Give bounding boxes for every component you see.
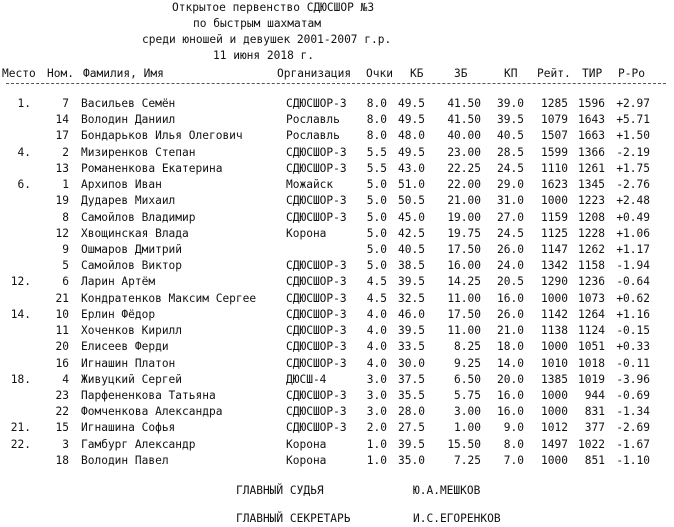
cell-points: 5.0 [366, 259, 387, 272]
cell-kb: 38.5 [398, 259, 425, 272]
cell-rro: -0.64 [616, 275, 650, 288]
cell-points: 4.5 [366, 292, 387, 305]
cell-tir: 1018 [578, 357, 605, 370]
cell-place: 1. [17, 97, 31, 110]
cell-rating: 1000 [541, 194, 568, 207]
cell-place: 14. [10, 308, 31, 321]
cell-rating: 1000 [541, 405, 568, 418]
cell-tir: 1596 [578, 97, 605, 110]
cell-kp: 27.0 [497, 211, 524, 224]
cell-zb: 8.25 [454, 340, 481, 353]
cell-kb: 43.0 [398, 162, 425, 175]
cell-points: 5.0 [366, 211, 387, 224]
cell-org: СДЮСШОР-3 [286, 357, 347, 370]
cell-org: СДЮСШОР-3 [286, 340, 347, 353]
cell-org: Можайск [286, 178, 334, 191]
col-name: Фамилия, Имя [83, 67, 164, 80]
col-zb: ЗБ [454, 67, 468, 80]
cell-points: 1.0 [366, 438, 387, 451]
cell-zb: 5.75 [454, 389, 481, 402]
cell-kb: 49.5 [398, 146, 425, 159]
cell-kp: 24.5 [497, 227, 524, 240]
cell-tir: 1663 [578, 129, 605, 142]
cell-kp: 9.0 [503, 421, 524, 434]
cell-rating: 1000 [541, 454, 568, 467]
cell-org: Корона [286, 227, 327, 240]
cell-kb: 48.0 [398, 129, 425, 142]
cell-name: Самойлов Виктор [81, 259, 183, 272]
cell-name: Мизиренков Степан [81, 146, 196, 159]
cell-rating: 1507 [541, 129, 568, 142]
cell-rating: 1290 [541, 275, 568, 288]
judge-title: ГЛАВНЫЙ СУДЬЯ [236, 484, 324, 497]
cell-name: Гамбург Александр [81, 438, 196, 451]
cell-name: Игнашин Платон [81, 357, 176, 370]
cell-org: СДЮСШОР-3 [286, 146, 347, 159]
cell-kb: 49.5 [398, 97, 425, 110]
cell-points: 2.0 [366, 421, 387, 434]
cell-kb: 39.5 [398, 324, 425, 337]
cell-num: 9 [62, 243, 69, 256]
cell-rro: -1.34 [616, 405, 650, 418]
cell-rating: 1000 [541, 292, 568, 305]
cell-name: Володин Павел [81, 454, 169, 467]
cell-org: СДЮСШОР-3 [286, 405, 347, 418]
cell-name: Архипов Иван [81, 178, 162, 191]
cell-tir: 1264 [578, 308, 605, 321]
cell-rro: +2.97 [616, 97, 650, 110]
cell-kb: 42.5 [398, 227, 425, 240]
cell-kp: 14.0 [497, 357, 524, 370]
cell-kp: 21.0 [497, 324, 524, 337]
cell-kp: 28.5 [497, 146, 524, 159]
cell-kp: 26.0 [497, 308, 524, 321]
cell-num: 1 [62, 178, 69, 191]
cell-tir: 1228 [578, 227, 605, 240]
cell-tir: 1236 [578, 275, 605, 288]
cell-num: 6 [62, 275, 69, 288]
cell-kb: 40.5 [398, 243, 425, 256]
cell-kp: 29.0 [497, 178, 524, 191]
cell-org: СДЮСШОР-3 [286, 275, 347, 288]
cell-name: Хоченков Кирилл [81, 324, 183, 337]
cell-zb: 21.00 [447, 194, 481, 207]
cell-org: СДЮСШОР-3 [286, 324, 347, 337]
cell-rating: 1159 [541, 211, 568, 224]
cell-num: 20 [55, 340, 69, 353]
cell-kp: 39.5 [497, 113, 524, 126]
cell-org: СДЮСШОР-3 [286, 292, 347, 305]
cell-org: Рославль [286, 129, 340, 142]
cell-zb: 22.00 [447, 178, 481, 191]
cell-rating: 1385 [541, 373, 568, 386]
cell-kp: 8.0 [503, 438, 524, 451]
cell-tir: 1223 [578, 194, 605, 207]
cell-num: 19 [55, 194, 69, 207]
cell-kb: 32.5 [398, 292, 425, 305]
cell-rro: +0.49 [616, 211, 650, 224]
cell-kp: 39.0 [497, 97, 524, 110]
cell-kb: 51.0 [398, 178, 425, 191]
cell-kb: 27.5 [398, 421, 425, 434]
cell-rro: +0.33 [616, 340, 650, 353]
cell-zb: 6.50 [454, 373, 481, 386]
cell-rating: 1147 [541, 243, 568, 256]
cell-place: 18. [10, 373, 31, 386]
cell-kp: 24.5 [497, 162, 524, 175]
cell-points: 3.0 [366, 389, 387, 402]
cell-points: 5.0 [366, 194, 387, 207]
cell-tir: 1208 [578, 211, 605, 224]
cell-kb: 35.5 [398, 389, 425, 402]
cell-kb: 50.5 [398, 194, 425, 207]
cell-rro: -2.19 [616, 146, 650, 159]
cell-tir: 1051 [578, 340, 605, 353]
cell-kp: 20.0 [497, 373, 524, 386]
cell-rro: -1.10 [616, 454, 650, 467]
cell-kp: 31.0 [497, 194, 524, 207]
cell-org: ДЮСШ-4 [286, 373, 327, 386]
cell-rro: +1.17 [616, 243, 650, 256]
cell-kb: 35.0 [398, 454, 425, 467]
cell-points: 4.0 [366, 324, 387, 337]
cell-zb: 1.00 [454, 421, 481, 434]
cell-rating: 1012 [541, 421, 568, 434]
cell-num: 4 [62, 373, 69, 386]
cell-points: 8.0 [366, 129, 387, 142]
cell-num: 16 [55, 357, 69, 370]
cell-rro: +5.71 [616, 113, 650, 126]
cell-kp: 16.0 [497, 389, 524, 402]
cell-kb: 39.5 [398, 275, 425, 288]
cell-rro: -3.96 [616, 373, 650, 386]
cell-points: 5.5 [366, 162, 387, 175]
cell-name: Живуцкий Сергей [81, 373, 183, 386]
secretary-title: ГЛАВНЫЙ СЕКРЕТАРЬ [236, 512, 351, 525]
header-title: Открытое первенство СДЮСШОР №3 [172, 1, 375, 14]
cell-place: 21. [10, 421, 31, 434]
cell-kp: 7.0 [503, 454, 524, 467]
cell-kb: 49.5 [398, 113, 425, 126]
cell-rro: -0.15 [616, 324, 650, 337]
cell-tir: 1073 [578, 292, 605, 305]
secretary-name: И.С.ЕГОРЕНКОВ [413, 512, 501, 525]
cell-zb: 15.50 [447, 438, 481, 451]
cell-tir: 1022 [578, 438, 605, 451]
header-date: 11 июня 2018 г. [213, 49, 315, 62]
cell-points: 5.0 [366, 243, 387, 256]
col-points: Очки [366, 67, 393, 80]
cell-zb: 7.25 [454, 454, 481, 467]
cell-kp: 24.0 [497, 259, 524, 272]
cell-org: СДЮСШОР-3 [286, 259, 347, 272]
col-tir: ТИР [582, 67, 603, 80]
cell-rating: 1142 [541, 308, 568, 321]
cell-zb: 11.00 [447, 324, 481, 337]
cell-zb: 17.50 [447, 243, 481, 256]
col-rating: Рейт. [537, 67, 571, 80]
cell-num: 18 [55, 454, 69, 467]
cell-points: 8.0 [366, 97, 387, 110]
cell-kb: 37.5 [398, 373, 425, 386]
cell-num: 15 [55, 421, 69, 434]
cell-org: СДЮСШОР-3 [286, 211, 347, 224]
cell-zb: 14.25 [447, 275, 481, 288]
cell-kp: 16.0 [497, 292, 524, 305]
cell-num: 23 [55, 389, 69, 402]
cell-num: 10 [55, 308, 69, 321]
cell-name: Кондратенков Максим Сергее [81, 292, 257, 305]
cell-tir: 1366 [578, 146, 605, 159]
cell-zb: 23.00 [447, 146, 481, 159]
cell-points: 1.0 [366, 454, 387, 467]
cell-num: 14 [55, 113, 69, 126]
cell-rro: +1.50 [616, 129, 650, 142]
cell-name: Елисеев Ферди [81, 340, 169, 353]
cell-zb: 19.75 [447, 227, 481, 240]
cell-rating: 1138 [541, 324, 568, 337]
cell-points: 5.5 [366, 146, 387, 159]
cell-rro: +2.48 [616, 194, 650, 207]
cell-name: Володин Даниил [81, 113, 176, 126]
cell-kp: 40.5 [497, 129, 524, 142]
cell-rro: -0.11 [616, 357, 650, 370]
cell-org: СДЮСШОР-3 [286, 421, 347, 434]
col-num: Ном. [47, 67, 74, 80]
cell-points: 4.0 [366, 308, 387, 321]
col-rro: Р-Ро [618, 67, 645, 80]
cell-name: Романенкова Екатерина [81, 162, 223, 175]
cell-tir: 1019 [578, 373, 605, 386]
cell-name: Ошмаров Дмитрий [81, 243, 183, 256]
cell-num: 22 [55, 405, 69, 418]
cell-rro: -1.67 [616, 438, 650, 451]
cell-rating: 1342 [541, 259, 568, 272]
cell-rro: -2.69 [616, 421, 650, 434]
cell-rro: -0.69 [616, 389, 650, 402]
judge-name: Ю.А.МЕШКОВ [413, 484, 481, 497]
cell-tir: 944 [584, 389, 605, 402]
cell-tir: 1158 [578, 259, 605, 272]
cell-tir: 1124 [578, 324, 605, 337]
cell-rro: -1.94 [616, 259, 650, 272]
header-divider [6, 83, 666, 84]
cell-rating: 1000 [541, 340, 568, 353]
cell-rro: +1.06 [616, 227, 650, 240]
header-category: среди юношей и девушек 2001-2007 г.р. [142, 33, 392, 46]
cell-name: Игнашина Софья [81, 421, 176, 434]
cell-rating: 1000 [541, 389, 568, 402]
cell-zb: 17.50 [447, 308, 481, 321]
cell-tir: 1261 [578, 162, 605, 175]
cell-num: 8 [62, 211, 69, 224]
cell-zb: 11.00 [447, 292, 481, 305]
cell-place: 6. [17, 178, 31, 191]
cell-kp: 16.0 [497, 405, 524, 418]
cell-tir: 377 [584, 421, 605, 434]
cell-name: Васильев Семён [81, 97, 176, 110]
cell-kb: 30.0 [398, 357, 425, 370]
col-org: Организация [277, 67, 352, 80]
cell-rating: 1599 [541, 146, 568, 159]
cell-num: 3 [62, 438, 69, 451]
cell-tir: 1262 [578, 243, 605, 256]
cell-points: 5.0 [366, 227, 387, 240]
cell-org: Корона [286, 454, 327, 467]
cell-zb: 19.00 [447, 211, 481, 224]
cell-points: 4.0 [366, 340, 387, 353]
cell-org: СДЮСШОР-3 [286, 194, 347, 207]
cell-rro: +0.62 [616, 292, 650, 305]
cell-points: 4.5 [366, 275, 387, 288]
cell-name: Парфененкова Татьяна [81, 389, 216, 402]
cell-kp: 20.5 [497, 275, 524, 288]
cell-rating: 1125 [541, 227, 568, 240]
cell-num: 17 [55, 129, 69, 142]
cell-points: 5.0 [366, 178, 387, 191]
cell-kb: 28.0 [398, 405, 425, 418]
cell-rating: 1110 [541, 162, 568, 175]
cell-org: СДЮСШОР-3 [286, 389, 347, 402]
cell-name: Ерлин Фёдор [81, 308, 156, 321]
header-subtitle: по быстрым шахматам [193, 17, 321, 30]
cell-org: Корона [286, 438, 327, 451]
cell-kb: 46.0 [398, 308, 425, 321]
col-place: Место [2, 67, 36, 80]
cell-num: 5 [62, 259, 69, 272]
cell-rating: 1010 [541, 357, 568, 370]
cell-num: 11 [55, 324, 69, 337]
cell-kb: 45.0 [398, 211, 425, 224]
cell-name: Дударев Михаил [81, 194, 176, 207]
cell-rro: +1.16 [616, 308, 650, 321]
cell-rating: 1079 [541, 113, 568, 126]
cell-num: 12 [55, 227, 69, 240]
cell-tir: 1345 [578, 178, 605, 191]
cell-zb: 41.50 [447, 113, 481, 126]
cell-kp: 26.0 [497, 243, 524, 256]
cell-name: Фомченкова Александра [81, 405, 223, 418]
cell-zb: 41.50 [447, 97, 481, 110]
col-kb: КБ [410, 67, 424, 80]
cell-place: 22. [10, 438, 31, 451]
cell-name: Бондарьков Илья Олегович [81, 129, 243, 142]
cell-org: СДЮСШОР-3 [286, 162, 347, 175]
cell-name: Хвощинская Влада [81, 227, 189, 240]
cell-rating: 1497 [541, 438, 568, 451]
cell-kb: 39.5 [398, 438, 425, 451]
cell-num: 2 [62, 146, 69, 159]
cell-tir: 1643 [578, 113, 605, 126]
col-kp: КП [504, 67, 518, 80]
cell-points: 4.0 [366, 357, 387, 370]
cell-org: Рославль [286, 113, 340, 126]
cell-name: Ларин Артём [81, 275, 156, 288]
cell-rating: 1623 [541, 178, 568, 191]
cell-kb: 33.5 [398, 340, 425, 353]
cell-zb: 16.00 [447, 259, 481, 272]
cell-num: 13 [55, 162, 69, 175]
cell-rro: +1.75 [616, 162, 650, 175]
cell-org: СДЮСШОР-3 [286, 97, 347, 110]
cell-place: 4. [17, 146, 31, 159]
cell-points: 3.0 [366, 405, 387, 418]
cell-zb: 3.00 [454, 405, 481, 418]
cell-zb: 40.00 [447, 129, 481, 142]
cell-rro: -2.76 [616, 178, 650, 191]
cell-place: 12. [10, 275, 31, 288]
cell-tir: 831 [584, 405, 605, 418]
cell-num: 7 [62, 97, 69, 110]
cell-org: СДЮСШОР-3 [286, 308, 347, 321]
cell-points: 8.0 [366, 113, 387, 126]
cell-zb: 9.25 [454, 357, 481, 370]
cell-zb: 22.25 [447, 162, 481, 175]
cell-tir: 851 [584, 454, 605, 467]
cell-rating: 1285 [541, 97, 568, 110]
cell-points: 3.0 [366, 373, 387, 386]
cell-num: 21 [55, 292, 69, 305]
cell-kp: 18.0 [497, 340, 524, 353]
cell-name: Самойлов Владимир [81, 211, 196, 224]
